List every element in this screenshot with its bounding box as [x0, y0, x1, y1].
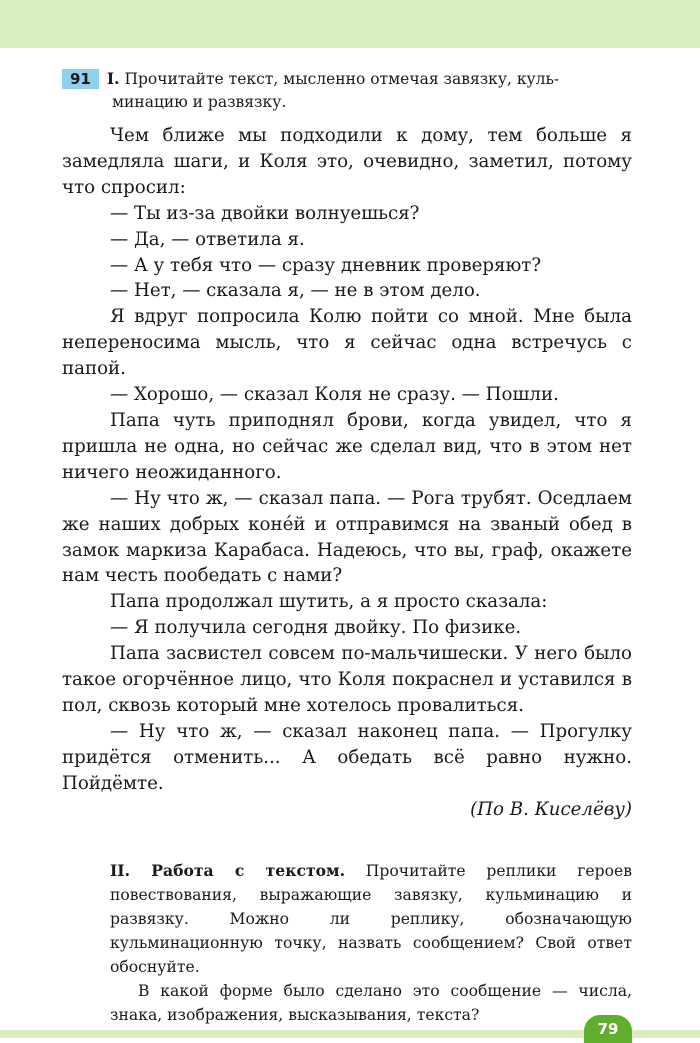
story-text — [62, 123, 632, 822]
story-paragraph: — Хорошо, — сказал Коля не сразу. — Пошли. — [110, 384, 559, 406]
story-paragraph: Чем ближе мы подходили к дому, тем больше я замедляла шаги, и Коля это, очевидно, заметил, потому что спросил: — [62, 125, 632, 198]
task2-heading: II. Работа с текстом. — [110, 861, 346, 880]
task-part-roman: I. — [106, 69, 120, 88]
story-source: (По В. Киселёву) — [470, 798, 632, 820]
task2-block — [110, 859, 632, 1027]
story-paragraph: — Я получила сегодня двойку. По физике. — [110, 617, 522, 639]
story-paragraph: — Да, — ответила я. — [110, 228, 305, 250]
task-number-badge: 91 — [62, 69, 99, 89]
task-instruction-line2: минацию и развязку. — [112, 93, 287, 111]
story-paragraph: Папа засвистел совсем по-мальчишески. У него было такое огорчённое лицо, что Коля покраснел и уставился в пол, сквозь который мне хотелось провалиться. — [62, 643, 632, 716]
story-paragraph: Я вдруг попросила Колю пойти со мной. Мне была непереносима мысль, что я сейчас одна встречусь с папой. — [62, 306, 632, 380]
task2-text: Прочитайте реплики героев повествования, выражающие завязку, кульминацию и развязку. Можно ли реплику, обозначающую кульминационную точку, назвать сообщением? Свой ответ обоснуйте. — [110, 862, 632, 976]
story-paragraph: — Ну что ж, — сказал наконец папа. — Прогулку придётся отменить... А обедать всё равно нужно. Пойдёмте. — [62, 720, 632, 794]
story-paragraph: — Нет, — сказала я, — не в этом дело. — [110, 280, 481, 302]
story-paragraph: — Ты из-за двойки волнуешься? — [110, 202, 420, 224]
story-paragraph: Папа продолжал шутить, а я просто сказала: — [110, 591, 548, 613]
task2-question: В какой форме было сделано это сообщение — числа, знака, изображения, высказывания, текста? — [110, 982, 632, 1024]
story-paragraph: — А у тебя что — сразу дневник проверяют? — [110, 254, 542, 276]
page-number: 79 — [584, 1015, 632, 1043]
story-paragraph: — Ну что ж, — сказал папа. — Рога трубят. Оседлаем же наших добрых коне́й и отправимся на званый обед в замок маркиза Карабаса. Надеюсь, что вы, граф, окажете нам честь пообедать с нами? — [62, 487, 632, 587]
task-header — [62, 67, 640, 114]
task-instruction-line1: Прочитайте текст, мысленно отмечая завязку, куль- — [124, 70, 560, 88]
top-color-band — [0, 0, 700, 48]
story-paragraph: Папа чуть приподнял брови, когда увидел, что я пришла не одна, но сейчас же сделал вид, что в этом нет ничего неожиданного. — [62, 409, 632, 483]
